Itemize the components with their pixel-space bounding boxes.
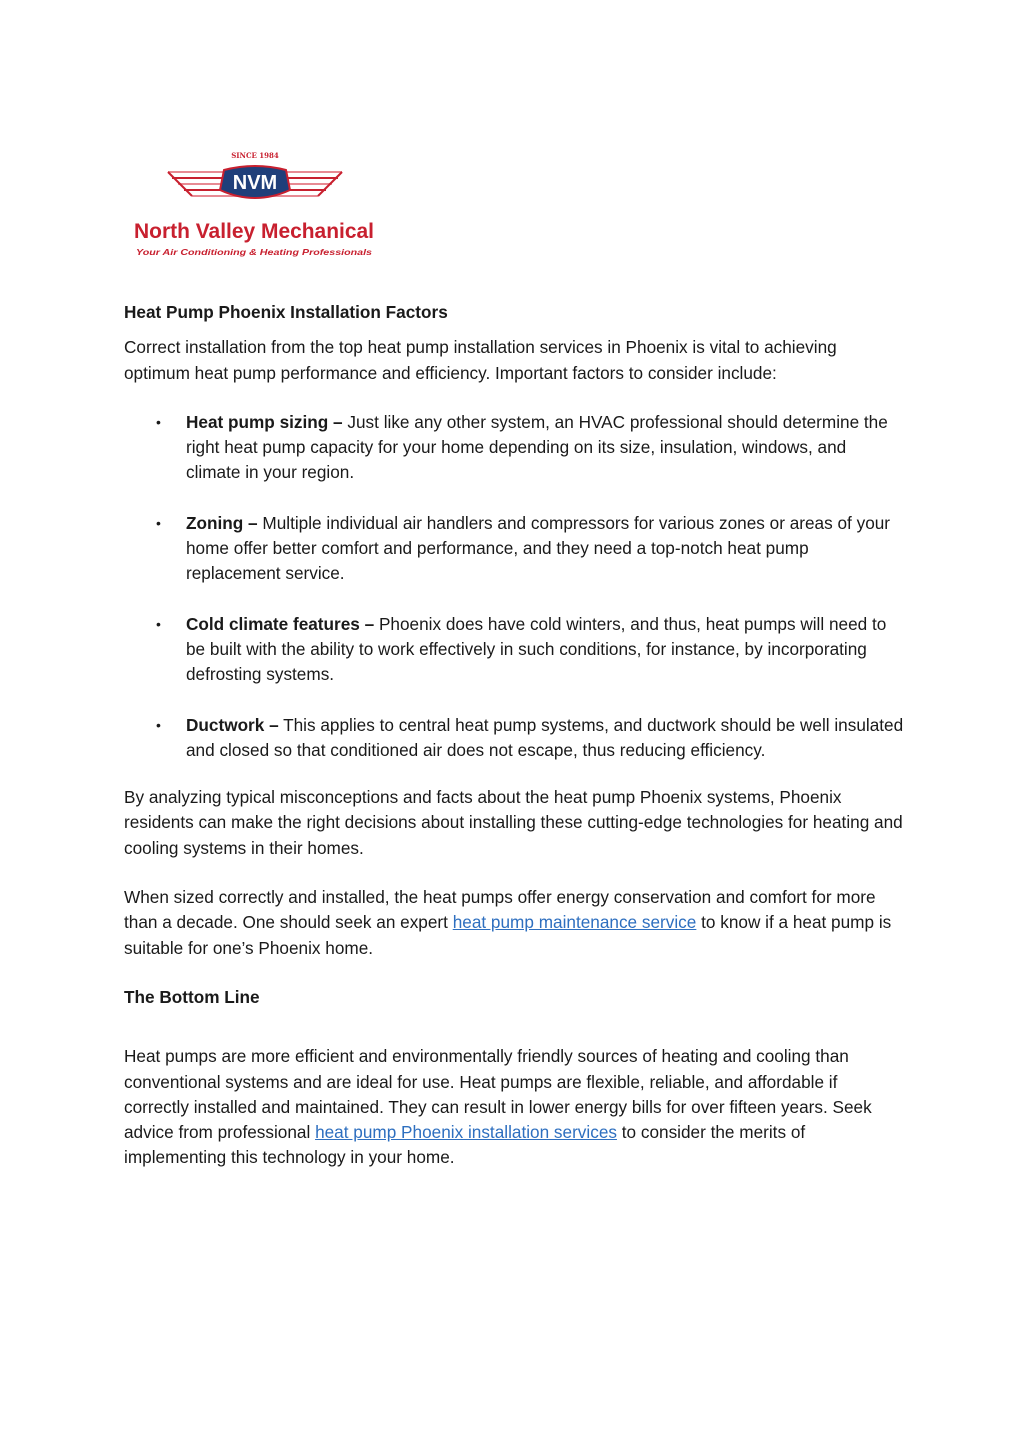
paragraph-text: When sized correctly and installed, the heat pumps offer energy conservation and comfort for more than a decade. One should seek an expert xyxy=(124,887,876,933)
factor-text: Just like any other system, an HVAC professional should determine the right heat pump capacity for your home depending on its size, insulation, windows, and climate in your region. xyxy=(186,411,888,483)
section-heading-installation-factors: Heat Pump Phoenix Installation Factors xyxy=(124,302,448,322)
paragraph-text: to know if a heat pump is suitable for one’s Phoenix home. xyxy=(124,912,892,958)
document-body xyxy=(124,300,904,1171)
factors-list xyxy=(124,410,904,763)
bullet: • xyxy=(156,615,161,632)
list-item-zoning xyxy=(124,511,904,587)
factor-term: Cold climate features – xyxy=(186,613,375,634)
logo-since: SINCE 1984 xyxy=(231,151,279,160)
heat-pump-installation-services-link[interactable]: heat pump Phoenix installation services xyxy=(315,1122,617,1143)
intro-paragraph: Correct installation from the top heat pump installation services in Phoenix is vital to achieving optimum heat pump performance and efficiency. Important factors to consider include: xyxy=(124,337,837,383)
paragraph-text: Heat pumps are more efficient and environmentally friendly sources of heating and cooling than conventional systems and are ideal for use. Heat pumps are flexible, reliable, and affordable if correctly installed and maintained. They can result in lower energy bills for over fifteen years. Seek advice from professional xyxy=(124,1046,872,1143)
section-heading-bottom-line: The Bottom Line xyxy=(124,986,260,1007)
paragraph-text: to consider the merits of implementing this technology in your home. xyxy=(124,1122,806,1168)
list-item-ductwork xyxy=(124,713,904,764)
company-logo xyxy=(130,140,386,265)
heat-pump-maintenance-service-link[interactable]: heat pump maintenance service xyxy=(452,912,697,933)
maintenance-paragraph xyxy=(124,885,904,961)
list-item-heat-pump-sizing xyxy=(124,410,904,486)
nvm-logo-graphic xyxy=(130,140,386,265)
bottom-line-paragraph xyxy=(124,1044,904,1170)
factor-term: Zoning – xyxy=(186,512,258,533)
logo-tagline: Your Air Conditioning & Heating Professionals xyxy=(136,247,373,257)
list-item-cold-climate-features xyxy=(124,612,904,688)
bullet: • xyxy=(156,413,161,430)
misconceptions-paragraph: By analyzing typical misconceptions and facts about the heat pump Phoenix systems, Phoenix residents can make the right decisions about installing these cutting-edge technologies for heating and cooling systems in their homes. xyxy=(124,787,903,858)
logo-mark: NVM xyxy=(232,172,278,194)
factor-text: Phoenix does have cold winters, and thus, heat pumps will need to be built with the ability to work effectively in such conditions, for instance, by incorporating defrosting systems. xyxy=(186,613,887,685)
factor-text: This applies to central heat pump systems, and ductwork should be well insulated and closed so that conditioned air does not escape, thus reducing efficiency. xyxy=(186,714,904,760)
factor-text: Multiple individual air handlers and compressors for various zones or areas of your home offer better comfort and performance, and they need a top-notch heat pump replacement service. xyxy=(186,512,891,584)
bullet: • xyxy=(156,716,161,733)
logo-company-name: North Valley Mechanical xyxy=(134,220,374,243)
factor-term: Ductwork – xyxy=(186,714,279,735)
bullet: • xyxy=(156,514,161,531)
factor-term: Heat pump sizing – xyxy=(186,411,343,432)
